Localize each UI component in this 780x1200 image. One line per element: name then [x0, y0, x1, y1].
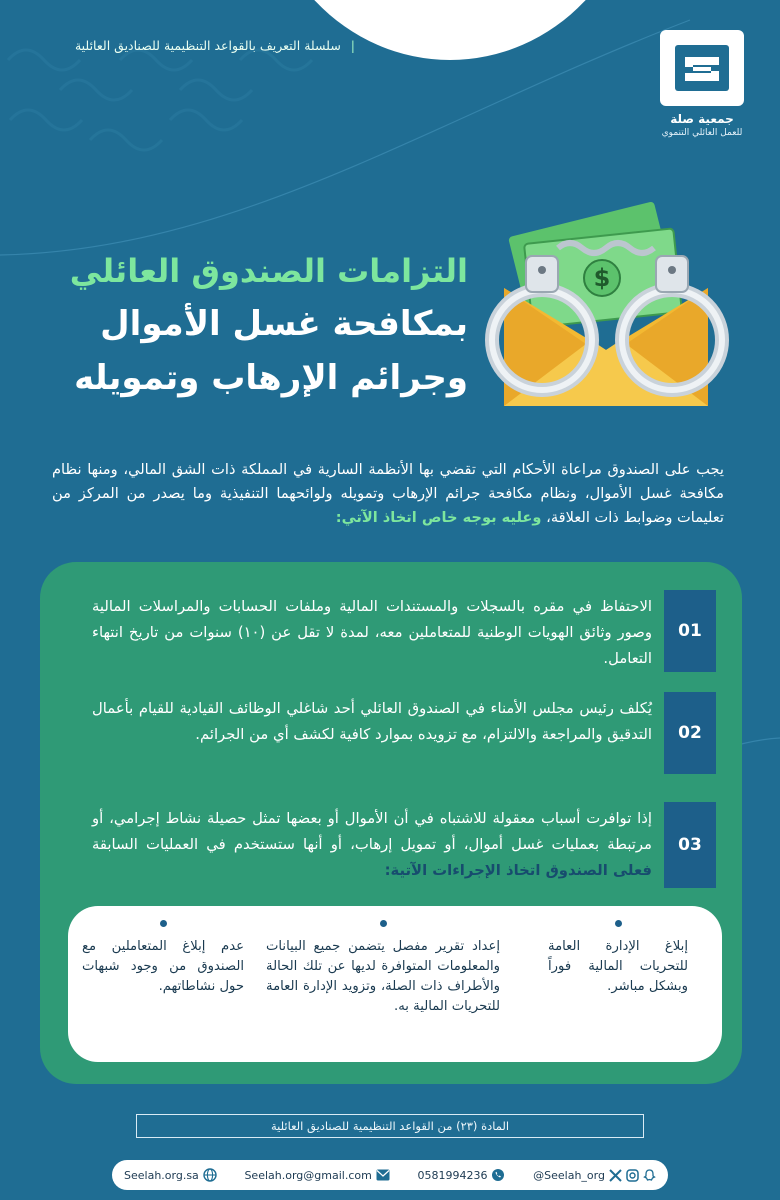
money-handcuffs-illustration [476, 200, 744, 420]
mail-icon [376, 1169, 390, 1181]
handle-text: @Seelah_org [533, 1168, 605, 1182]
website-link[interactable] [124, 1168, 217, 1182]
action-text-1: إبلاغ الإدارة العامة للتحريات المالية فوراً وبشكل مباشر. [548, 939, 688, 994]
series-text: سلسلة التعريف بالقواعد التنظيمية للصناديق العائلية [74, 38, 341, 53]
series-divider: | [350, 38, 355, 53]
item-text-3 [92, 806, 652, 884]
title-line-1: التزامات الصندوق العائلي [69, 252, 468, 290]
email-text: Seelah.org@gmail.com [244, 1168, 372, 1182]
logo-name: جمعية صلة [670, 112, 734, 126]
bullet-dot-icon [380, 920, 387, 927]
website-text: Seelah.org.sa [124, 1168, 199, 1182]
logo-tagline: للعمل العائلي التنموي [661, 128, 743, 138]
intro-paragraph [52, 458, 724, 530]
action-text-2: إعداد تقرير مفصل يتضمن جميع البيانات والمعلومات المتوافرة لديها عن تلك الحالة والأطراف ذات الصلة، وتزويد الإدارة العامة للتحريات المالية به. [266, 939, 500, 1014]
action-item-3 [82, 920, 244, 997]
bullet-dot-icon [615, 920, 622, 927]
title-line-2: بمكافحة غسل الأموال [100, 304, 468, 344]
svg-text:$: $ [593, 264, 611, 292]
item-number-1: 01 [664, 590, 716, 672]
intro-text: يجب على الصندوق مراعاة الأحكام التي تقضي بها الأنظمة السارية في المملكة ذات الشق المالي، ومنها نظام مكافحة غسل الأموال، ونظام مكافحة جرائم الإرهاب وتمويله ولوائحهما التنفيذية وما يصدر من المركز من تعليمات وضوابط ذات العلاقة، [52, 461, 724, 526]
x-icon[interactable] [609, 1169, 622, 1182]
item-text-1: الاحتفاظ في مقره بالسجلات والمستندات المالية وملفات الحسابات والمراسلات المالية وصور وثائق الهويات الوطنية للمتعاملين معه، لمدة لا تقل عن (١٠) سنوات من تاريخ انتهاء التعامل. [92, 598, 653, 667]
contact-bar [112, 1160, 668, 1190]
social-handle[interactable] [533, 1169, 656, 1182]
item-text-2: يُكلف رئيس مجلس الأمناء في الصندوق العائلي أحد شاغلي الوظائف القيادية للقيام بأعمال التدقيق والمراجعة والالتزام، مع تزويده بموارد كافية لكشف أي من الجرائم. [92, 700, 652, 743]
item-number-3: 03 [664, 802, 716, 888]
logo-mark-icon [669, 39, 735, 97]
action-item-2 [266, 920, 500, 1017]
action-text-3: عدم إبلاغ المتعاملين مع الصندوق من وجود شبهات حول نشاطاتهم. [82, 939, 244, 994]
item-text-3-highlight: فعلى الصندوق اتخاذ الإجراءات الآتية: [384, 862, 652, 879]
social-icons [609, 1169, 656, 1182]
item-number-2: 02 [664, 692, 716, 774]
whatsapp-icon [491, 1168, 505, 1182]
logo-mark [660, 30, 744, 106]
phone-link[interactable] [417, 1168, 505, 1182]
phone-text: 0581994236 [417, 1168, 488, 1182]
globe-icon [203, 1168, 217, 1182]
intro-highlight: وعليه بوجه خاص اتخاذ الآتي: [335, 509, 542, 526]
bullet-dot-icon [160, 920, 167, 927]
snapchat-icon[interactable] [643, 1169, 656, 1182]
actions-card [68, 906, 722, 1062]
email-link[interactable] [244, 1169, 389, 1182]
item-text-3-body: إذا توافرت أسباب معقولة للاشتباه في أن الأموال أو بعضها تمثل حصيلة نشاط إجرامي، أو مرتبطة بعمليات غسل أموال، أو تمويل إرهاب، أو أنها ستستخدم في العمليات السابقة [92, 810, 652, 853]
action-item-1 [548, 920, 688, 997]
logo [660, 30, 744, 138]
instagram-icon[interactable] [626, 1169, 639, 1182]
article-reference: المادة (٢٣) من القواعد التنظيمية للصناديق العائلية [136, 1114, 644, 1138]
series-title [25, 38, 355, 53]
title-line-3: وجرائم الإرهاب وتمويله [74, 358, 468, 398]
